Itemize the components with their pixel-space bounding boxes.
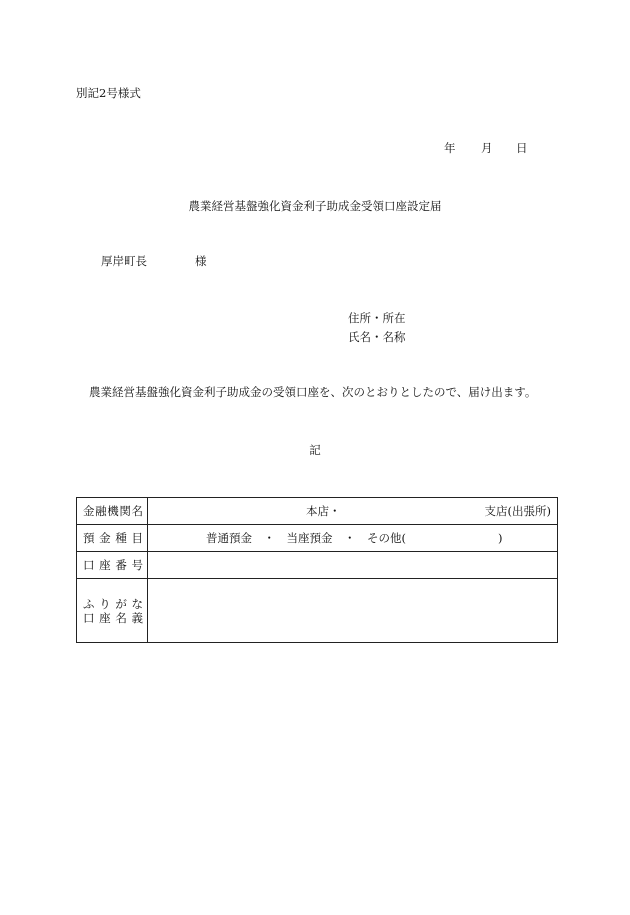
table-row-account-number	[77, 552, 558, 579]
date-month-label: 月	[481, 141, 493, 155]
bank-name-label: 金融機関名	[77, 498, 148, 525]
recipient-name: 厚岸町長	[101, 254, 147, 268]
applicant-name-label: 氏名・名称	[348, 330, 406, 344]
deposit-type-options: 普通預金 ・ 当座預金 ・ その他( )	[206, 531, 503, 545]
table-row-account-holder	[77, 579, 558, 643]
account-holder-label	[77, 579, 148, 643]
account-number-label: 口座番号	[77, 552, 148, 579]
date-day-label: 日	[516, 141, 528, 155]
ki-heading: 記	[309, 443, 321, 457]
account-number-field[interactable]	[148, 552, 558, 579]
recipient-honorific: 様	[195, 254, 207, 268]
table-row-deposit-type	[77, 525, 558, 552]
form-number: 別記2号様式	[76, 86, 141, 100]
statement-text: 農業経営基盤強化資金利子助成金の受領口座を、次のとおりとしたので、届け出ます。	[89, 385, 537, 399]
document-title: 農業経営基盤強化資金利子助成金受領口座設定届	[188, 199, 442, 213]
account-holder-name-label: 口座名義	[83, 610, 143, 625]
applicant-address-label: 住所・所在	[348, 311, 406, 325]
account-table	[76, 497, 558, 643]
deposit-type-label: 預金種目	[77, 525, 148, 552]
branch-text: 支店(出張所)	[484, 504, 551, 518]
furigana-label: ふりがな	[83, 596, 143, 611]
table-row-bank	[77, 498, 558, 525]
account-holder-field[interactable]	[148, 579, 558, 643]
deposit-type-field[interactable]	[148, 525, 558, 552]
date-year-label: 年	[444, 141, 456, 155]
head-office-text: 本店・	[306, 504, 341, 518]
bank-name-field[interactable]	[148, 498, 558, 525]
